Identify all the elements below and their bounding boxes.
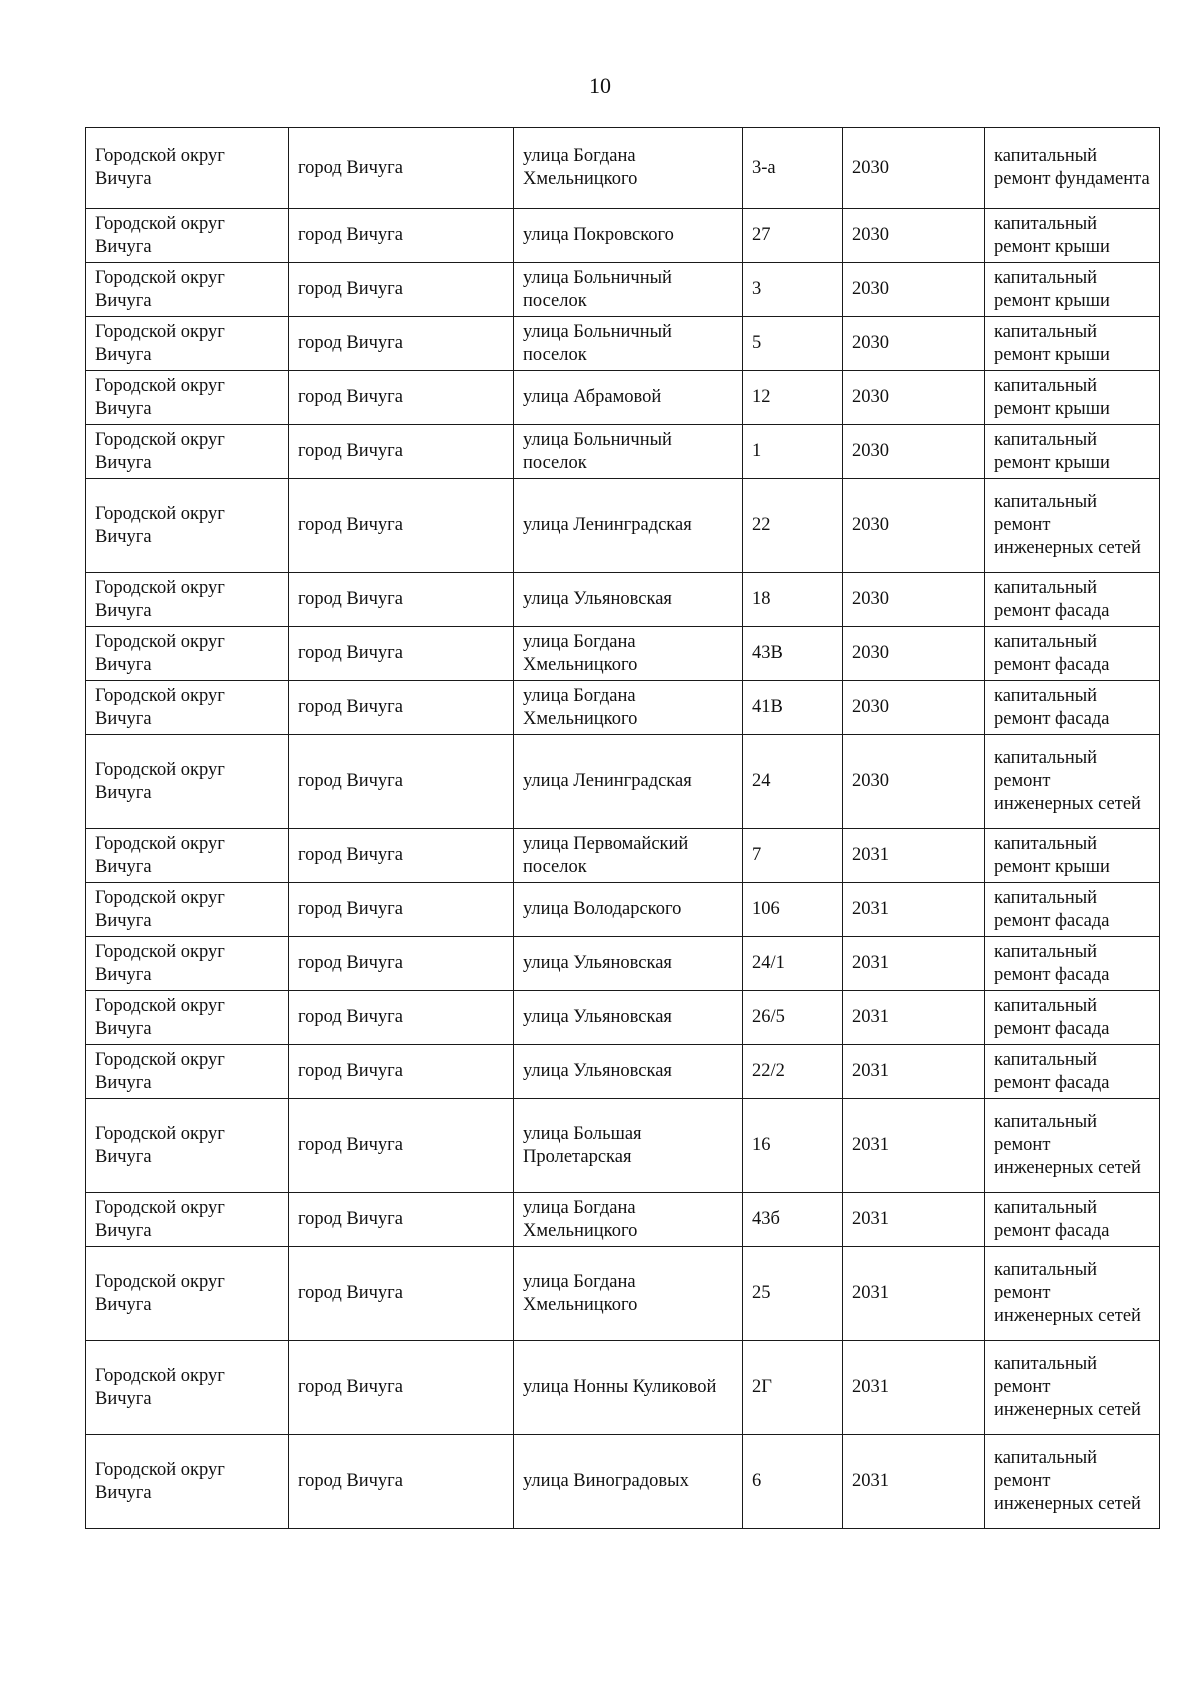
table-row xyxy=(86,128,1160,209)
year-cell: 2030 xyxy=(843,371,985,425)
house-number-cell: 18 xyxy=(743,573,843,627)
repair-type-cell: капитальный ремонт крыши xyxy=(985,371,1160,425)
house-number-cell: 106 xyxy=(743,883,843,937)
year-cell: 2031 xyxy=(843,883,985,937)
house-number-cell: 27 xyxy=(743,209,843,263)
table-row xyxy=(86,681,1160,735)
city-cell: город Вичуга xyxy=(289,128,514,209)
street-cell: улица Большая Пролетарская xyxy=(514,1099,743,1193)
repair-type-cell: капитальный ремонт фасада xyxy=(985,681,1160,735)
city-cell: город Вичуга xyxy=(289,1435,514,1529)
repair-type-cell: капитальный ремонт инженерных сетей xyxy=(985,1435,1160,1529)
street-cell: улица Нонны Куликовой xyxy=(514,1341,743,1435)
table-row xyxy=(86,263,1160,317)
table-row xyxy=(86,425,1160,479)
street-cell: улица Виноградовых xyxy=(514,1435,743,1529)
district-cell: Городской округ Вичуга xyxy=(86,263,289,317)
repair-type-cell: капитальный ремонт фасада xyxy=(985,1193,1160,1247)
district-cell: Городской округ Вичуга xyxy=(86,371,289,425)
district-cell: Городской округ Вичуга xyxy=(86,883,289,937)
table-row xyxy=(86,573,1160,627)
city-cell: город Вичуга xyxy=(289,573,514,627)
house-number-cell: 1 xyxy=(743,425,843,479)
repair-type-cell: капитальный ремонт инженерных сетей xyxy=(985,479,1160,573)
table-row xyxy=(86,1341,1160,1435)
district-cell: Городской округ Вичуга xyxy=(86,209,289,263)
district-cell: Городской округ Вичуга xyxy=(86,991,289,1045)
year-cell: 2031 xyxy=(843,829,985,883)
house-number-cell: 16 xyxy=(743,1099,843,1193)
city-cell: город Вичуга xyxy=(289,735,514,829)
street-cell: улица Богдана Хмельницкого xyxy=(514,128,743,209)
year-cell: 2031 xyxy=(843,1045,985,1099)
city-cell: город Вичуга xyxy=(289,937,514,991)
district-cell: Городской округ Вичуга xyxy=(86,128,289,209)
district-cell: Городской округ Вичуга xyxy=(86,1193,289,1247)
city-cell: город Вичуга xyxy=(289,1193,514,1247)
city-cell: город Вичуга xyxy=(289,479,514,573)
city-cell: город Вичуга xyxy=(289,425,514,479)
year-cell: 2031 xyxy=(843,1341,985,1435)
city-cell: город Вичуга xyxy=(289,991,514,1045)
street-cell: улица Богдана Хмельницкого xyxy=(514,681,743,735)
street-cell: улица Больничный поселок xyxy=(514,317,743,371)
housing-repair-table xyxy=(85,127,1160,1529)
repair-type-cell: капитальный ремонт фасада xyxy=(985,1045,1160,1099)
table-row xyxy=(86,735,1160,829)
street-cell: улица Богдана Хмельницкого xyxy=(514,1247,743,1341)
table-row xyxy=(86,317,1160,371)
district-cell: Городской округ Вичуга xyxy=(86,735,289,829)
year-cell: 2030 xyxy=(843,263,985,317)
district-cell: Городской округ Вичуга xyxy=(86,1045,289,1099)
street-cell: улица Богдана Хмельницкого xyxy=(514,627,743,681)
district-cell: Городской округ Вичуга xyxy=(86,627,289,681)
street-cell: улица Ульяновская xyxy=(514,1045,743,1099)
street-cell: улица Больничный поселок xyxy=(514,263,743,317)
table-row xyxy=(86,1435,1160,1529)
table-row xyxy=(86,371,1160,425)
house-number-cell: 3 xyxy=(743,263,843,317)
house-number-cell: 24 xyxy=(743,735,843,829)
house-number-cell: 6 xyxy=(743,1435,843,1529)
table-row xyxy=(86,1045,1160,1099)
house-number-cell: 24/1 xyxy=(743,937,843,991)
year-cell: 2031 xyxy=(843,1193,985,1247)
table-row xyxy=(86,479,1160,573)
year-cell: 2030 xyxy=(843,128,985,209)
district-cell: Городской округ Вичуга xyxy=(86,317,289,371)
repair-type-cell: капитальный ремонт инженерных сетей xyxy=(985,735,1160,829)
table-row xyxy=(86,829,1160,883)
repair-type-cell: капитальный ремонт крыши xyxy=(985,425,1160,479)
street-cell: улица Ульяновская xyxy=(514,937,743,991)
house-number-cell: 26/5 xyxy=(743,991,843,1045)
repair-type-cell: капитальный ремонт крыши xyxy=(985,263,1160,317)
year-cell: 2031 xyxy=(843,937,985,991)
table-row xyxy=(86,937,1160,991)
city-cell: город Вичуга xyxy=(289,1099,514,1193)
district-cell: Городской округ Вичуга xyxy=(86,1341,289,1435)
year-cell: 2030 xyxy=(843,317,985,371)
street-cell: улица Больничный поселок xyxy=(514,425,743,479)
table-row xyxy=(86,627,1160,681)
city-cell: город Вичуга xyxy=(289,1045,514,1099)
house-number-cell: 41В xyxy=(743,681,843,735)
year-cell: 2030 xyxy=(843,627,985,681)
table-row xyxy=(86,1099,1160,1193)
street-cell: улица Ленинградская xyxy=(514,735,743,829)
house-number-cell: 25 xyxy=(743,1247,843,1341)
repair-type-cell: капитальный ремонт фасада xyxy=(985,627,1160,681)
repair-type-cell: капитальный ремонт фасада xyxy=(985,937,1160,991)
city-cell: город Вичуга xyxy=(289,627,514,681)
year-cell: 2030 xyxy=(843,573,985,627)
street-cell: улица Ульяновская xyxy=(514,573,743,627)
district-cell: Городской округ Вичуга xyxy=(86,479,289,573)
table-row xyxy=(86,1247,1160,1341)
year-cell: 2030 xyxy=(843,681,985,735)
table-row xyxy=(86,883,1160,937)
repair-type-cell: капитальный ремонт фундамента xyxy=(985,128,1160,209)
house-number-cell: 5 xyxy=(743,317,843,371)
city-cell: город Вичуга xyxy=(289,371,514,425)
house-number-cell: 2Г xyxy=(743,1341,843,1435)
district-cell: Городской округ Вичуга xyxy=(86,1247,289,1341)
table-row xyxy=(86,209,1160,263)
page-number: 10 xyxy=(589,73,611,98)
year-cell: 2031 xyxy=(843,1435,985,1529)
district-cell: Городской округ Вичуга xyxy=(86,681,289,735)
city-cell: город Вичуга xyxy=(289,1247,514,1341)
year-cell: 2030 xyxy=(843,479,985,573)
house-number-cell: 22/2 xyxy=(743,1045,843,1099)
street-cell: улица Богдана Хмельницкого xyxy=(514,1193,743,1247)
street-cell: улица Абрамовой xyxy=(514,371,743,425)
table-row xyxy=(86,991,1160,1045)
district-cell: Городской округ Вичуга xyxy=(86,573,289,627)
district-cell: Городской округ Вичуга xyxy=(86,425,289,479)
repair-type-cell: капитальный ремонт инженерных сетей xyxy=(985,1099,1160,1193)
street-cell: улица Ленинградская xyxy=(514,479,743,573)
repair-type-cell: капитальный ремонт фасада xyxy=(985,991,1160,1045)
repair-type-cell: капитальный ремонт крыши xyxy=(985,317,1160,371)
year-cell: 2030 xyxy=(843,735,985,829)
repair-type-cell: капитальный ремонт крыши xyxy=(985,829,1160,883)
year-cell: 2030 xyxy=(843,425,985,479)
repair-type-cell: капитальный ремонт фасада xyxy=(985,883,1160,937)
house-number-cell: 3-а xyxy=(743,128,843,209)
city-cell: город Вичуга xyxy=(289,829,514,883)
city-cell: город Вичуга xyxy=(289,263,514,317)
year-cell: 2030 xyxy=(843,209,985,263)
district-cell: Городской округ Вичуга xyxy=(86,937,289,991)
repair-type-cell: капитальный ремонт фасада xyxy=(985,573,1160,627)
district-cell: Городской округ Вичуга xyxy=(86,1435,289,1529)
repair-type-cell: капитальный ремонт инженерных сетей xyxy=(985,1341,1160,1435)
house-number-cell: 43б xyxy=(743,1193,843,1247)
district-cell: Городской округ Вичуга xyxy=(86,1099,289,1193)
house-number-cell: 22 xyxy=(743,479,843,573)
house-number-cell: 12 xyxy=(743,371,843,425)
city-cell: город Вичуга xyxy=(289,883,514,937)
street-cell: улица Покровского xyxy=(514,209,743,263)
city-cell: город Вичуга xyxy=(289,209,514,263)
city-cell: город Вичуга xyxy=(289,681,514,735)
repair-type-cell: капитальный ремонт инженерных сетей xyxy=(985,1247,1160,1341)
year-cell: 2031 xyxy=(843,991,985,1045)
repair-type-cell: капитальный ремонт крыши xyxy=(985,209,1160,263)
city-cell: город Вичуга xyxy=(289,1341,514,1435)
district-cell: Городской округ Вичуга xyxy=(86,829,289,883)
year-cell: 2031 xyxy=(843,1247,985,1341)
house-number-cell: 7 xyxy=(743,829,843,883)
house-number-cell: 43В xyxy=(743,627,843,681)
table-body xyxy=(86,128,1160,1529)
street-cell: улица Володарского xyxy=(514,883,743,937)
street-cell: улица Первомайский поселок xyxy=(514,829,743,883)
year-cell: 2031 xyxy=(843,1099,985,1193)
street-cell: улица Ульяновская xyxy=(514,991,743,1045)
city-cell: город Вичуга xyxy=(289,317,514,371)
table-row xyxy=(86,1193,1160,1247)
